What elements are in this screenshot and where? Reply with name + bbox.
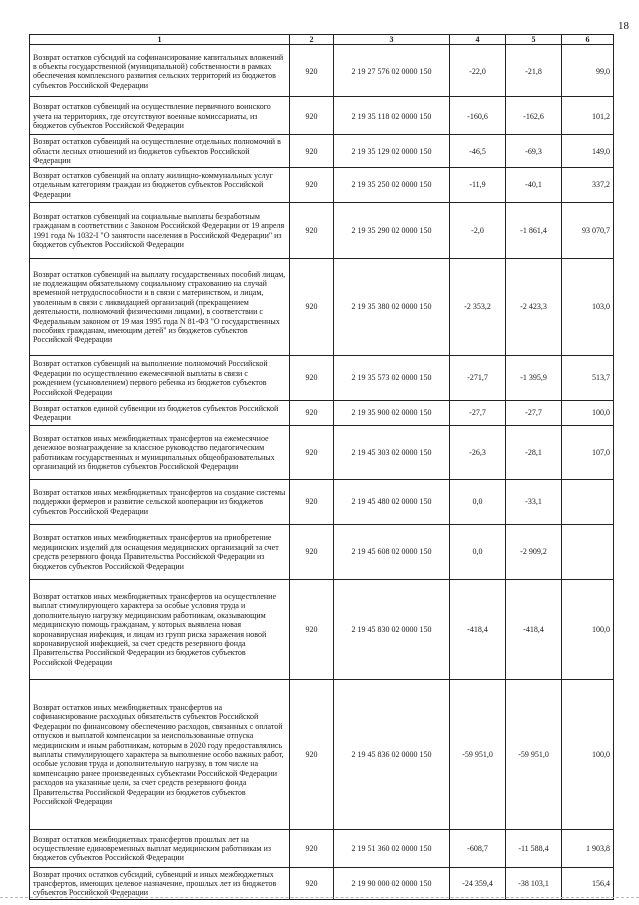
table-row: [30, 524, 614, 579]
row-value-col5: -418,4: [506, 579, 562, 679]
row-value-col4: -2,0: [450, 202, 506, 258]
table-row: [30, 355, 614, 400]
row-value-col4: -160,6: [450, 97, 506, 135]
row-budget-code: 2 19 35 129 02 0000 150: [334, 135, 450, 167]
row-value-col5: -2 909,2: [506, 524, 562, 579]
header-col-4: 4: [450, 35, 506, 45]
row-admin-code: 920: [290, 425, 334, 479]
row-budget-code: 2 19 90 000 02 0000 150: [334, 867, 450, 899]
row-value-col6: 101,2: [562, 97, 614, 135]
row-value-col4: -22,0: [450, 45, 506, 97]
row-value-col5: -11 588,4: [506, 829, 562, 867]
row-name: Возврат остатков субвенций на осуществление первичного воинского учета на территориях, где отсутствуют военные комиссариаты, из бюджетов субъектов Российской Федерации: [30, 97, 290, 135]
table-row: [30, 400, 614, 425]
row-budget-code: 2 19 27 576 02 0000 150: [334, 45, 450, 97]
row-value-col5: -69,3: [506, 135, 562, 167]
row-value-col4: 0,0: [450, 524, 506, 579]
row-value-col5: -162,6: [506, 97, 562, 135]
row-value-col6: 156,4: [562, 867, 614, 899]
row-value-col6: 149,0: [562, 135, 614, 167]
row-admin-code: 920: [290, 867, 334, 899]
row-value-col5: -1 395,9: [506, 355, 562, 400]
row-name: Возврат остатков иных межбюджетных трансфертов на создание системы поддержки фермеров и развитие сельской кооперации из бюджетов субъектов Российской Федерации: [30, 479, 290, 524]
row-budget-code: 2 19 35 250 02 0000 150: [334, 167, 450, 202]
row-name: Возврат остатков субвенций на выполнение полномочий Российской Федерации по осуществлению ежемесячной выплаты в связи с рождением (усыновлением) первого ребенка из бюджетов субъектов Российской Федерации: [30, 355, 290, 400]
table-row: [30, 97, 614, 135]
row-value-col4: -27,7: [450, 400, 506, 425]
row-admin-code: 920: [290, 479, 334, 524]
row-value-col4: -46,5: [450, 135, 506, 167]
row-budget-code: 2 19 45 480 02 0000 150: [334, 479, 450, 524]
page-number: 18: [618, 20, 629, 32]
row-budget-code: 2 19 45 836 02 0000 150: [334, 679, 450, 829]
table-row: [30, 258, 614, 355]
table-header-row: [30, 35, 614, 45]
row-value-col5: -27,7: [506, 400, 562, 425]
row-value-col6: 100,0: [562, 679, 614, 829]
table-row: [30, 202, 614, 258]
row-name: Возврат остатков иных межбюджетных трансфертов на ежемесячное денежное вознаграждение за классное руководство педагогическим работникам государственных и муниципальных общеобразовательных организаций из бюджетов субъектов Российской Федерации: [30, 425, 290, 479]
row-name: Возврат остатков субвенций на выплату государственных пособий лицам, не подлежащим обязательному социальному страхованию на случай временной нетрудоспособности и в связи с материнством, и лицам, уволенным в связи с ликвидацией организаций (прекращением деятельности, полномочий физическими лицами), в соответствии с Федеральным законом от 19 мая 1995 года N 81-ФЗ "О государственных пособиях гражданам, имеющим детей" из бюджетов субъектов Российской Федерации: [30, 258, 290, 355]
row-value-col6: 1 903,8: [562, 829, 614, 867]
row-budget-code: 2 19 35 118 02 0000 150: [334, 97, 450, 135]
row-value-col5: -1 861,4: [506, 202, 562, 258]
row-admin-code: 920: [290, 829, 334, 867]
row-value-col4: -418,4: [450, 579, 506, 679]
row-value-col5: -40,1: [506, 167, 562, 202]
row-value-col6: 513,7: [562, 355, 614, 400]
row-value-col6: 93 070,7: [562, 202, 614, 258]
row-admin-code: 920: [290, 524, 334, 579]
row-budget-code: 2 19 35 573 02 0000 150: [334, 355, 450, 400]
row-value-col5: -21,8: [506, 45, 562, 97]
row-budget-code: 2 19 45 303 02 0000 150: [334, 425, 450, 479]
row-name: Возврат остатков субсидий на софинансирование капитальных вложений в объекты государственной (муниципальной) собственности в рамках обеспечения комплексного развития сельских территорий из бюджетов субъектов Российской Федерации: [30, 45, 290, 97]
row-admin-code: 920: [290, 167, 334, 202]
header-col-3: 3: [334, 35, 450, 45]
row-admin-code: 920: [290, 97, 334, 135]
row-value-col5: -28,1: [506, 425, 562, 479]
row-admin-code: 920: [290, 679, 334, 829]
table-row: [30, 829, 614, 867]
row-admin-code: 920: [290, 355, 334, 400]
row-value-col4: -26,3: [450, 425, 506, 479]
row-value-col6: 107,0: [562, 425, 614, 479]
page-bottom-rule: [0, 897, 639, 899]
row-value-col6: 100,0: [562, 400, 614, 425]
row-value-col6: 337,2: [562, 167, 614, 202]
table-row: [30, 867, 614, 899]
header-col-1: 1: [30, 35, 290, 45]
budget-table: [29, 34, 614, 900]
row-value-col4: -271,7: [450, 355, 506, 400]
row-value-col5: -38 103,1: [506, 867, 562, 899]
row-admin-code: 920: [290, 135, 334, 167]
header-col-5: 5: [506, 35, 562, 45]
row-value-col4: -59 951,0: [450, 679, 506, 829]
row-name: Возврат прочих остатков субсидий, субвенций и иных межбюджетных трансфертов, имеющих целевое назначение, прошлых лет из бюджетов субъектов Российской Федерации: [30, 867, 290, 899]
row-value-col6: [562, 524, 614, 579]
row-value-col4: 0,0: [450, 479, 506, 524]
row-name: Возврат остатков субвенций на осуществление отдельных полномочий в области лесных отношений из бюджетов субъектов Российской Федерации: [30, 135, 290, 167]
row-budget-code: 2 19 51 360 02 0000 150: [334, 829, 450, 867]
row-value-col6: 103,0: [562, 258, 614, 355]
row-name: Возврат остатков иных межбюджетных трансфертов на приобретение медицинских изделий для оснащения медицинских организаций за счет средств резервного фонда Правительства Российской Федерации из бюджетов субъектов Российской Федерации: [30, 524, 290, 579]
row-name: Возврат остатков иных межбюджетных трансфертов на софинансирование расходных обязательств субъектов Российской Федерации по финансовому обеспечению расходов, связанных с оплатой отпусков и выплатой компенсации за неиспользованные отпуска медицинским и иным работникам, которым в 2020 году предоставлялись выплаты стимулирующего характера за выполнение особо важных работ, особые условия труда и дополнительную нагрузку, в том числе на компенсацию ранее произведенных субъектами Российской Федерации расходов на указанные цели, за счет средств резервного фонда Правительства Российской Федерации из бюджетов субъектов Российской Федерации: [30, 679, 290, 829]
header-col-2: 2: [290, 35, 334, 45]
row-admin-code: 920: [290, 400, 334, 425]
row-value-col4: -2 353,2: [450, 258, 506, 355]
row-value-col6: 99,0: [562, 45, 614, 97]
row-budget-code: 2 19 35 900 02 0000 150: [334, 400, 450, 425]
table-row: [30, 679, 614, 829]
row-name: Возврат остатков иных межбюджетных трансфертов на осуществление выплат стимулирующего характера за особые условия труда и дополнительную нагрузку медицинским работникам, оказывающим медицинскую помощь гражданам, у которых выявлена новая коронавирусная инфекция, и лицам из групп риска заражения новой коронавирусной инфекцией, за счет средств резервного фонда Правительства Российской Федерации из бюджетов субъектов Российской Федерации: [30, 579, 290, 679]
row-budget-code: 2 19 35 290 02 0000 150: [334, 202, 450, 258]
row-value-col6: 100,0: [562, 579, 614, 679]
row-value-col4: -24 359,4: [450, 867, 506, 899]
row-name: Возврат остатков межбюджетных трансфертов прошлых лет на осуществление единовременных выплат медицинским работникам из бюджетов субъектов Российской Федерации: [30, 829, 290, 867]
row-value-col5: -33,1: [506, 479, 562, 524]
row-value-col5: -2 423,3: [506, 258, 562, 355]
row-budget-code: 2 19 45 830 02 0000 150: [334, 579, 450, 679]
row-budget-code: 2 19 35 380 02 0000 150: [334, 258, 450, 355]
row-admin-code: 920: [290, 579, 334, 679]
table-row: [30, 425, 614, 479]
table-row: [30, 479, 614, 524]
row-admin-code: 920: [290, 258, 334, 355]
table-row: [30, 45, 614, 97]
row-admin-code: 920: [290, 45, 334, 97]
table-row: [30, 135, 614, 167]
row-value-col4: -11,9: [450, 167, 506, 202]
row-name: Возврат остатков субвенций на социальные выплаты безработным гражданам в соответствии с Законом Российской Федерации от 19 апреля 1991 года № 1032-I "О занятости населения в Российской Федерации" из бюджетов субъектов Российской Федерации: [30, 202, 290, 258]
row-budget-code: 2 19 45 608 02 0000 150: [334, 524, 450, 579]
row-value-col4: -608,7: [450, 829, 506, 867]
header-col-6: 6: [562, 35, 614, 45]
table-row: [30, 579, 614, 679]
table-row: [30, 167, 614, 202]
row-value-col6: [562, 479, 614, 524]
row-admin-code: 920: [290, 202, 334, 258]
row-name: Возврат остатков субвенций на оплату жилищно-коммунальных услуг отдельным категориям граждан из бюджетов субъектов Российской Федерации: [30, 167, 290, 202]
row-value-col5: -59 951,0: [506, 679, 562, 829]
row-name: Возврат остатков единой субвенции из бюджетов субъектов Российской Федерации: [30, 400, 290, 425]
